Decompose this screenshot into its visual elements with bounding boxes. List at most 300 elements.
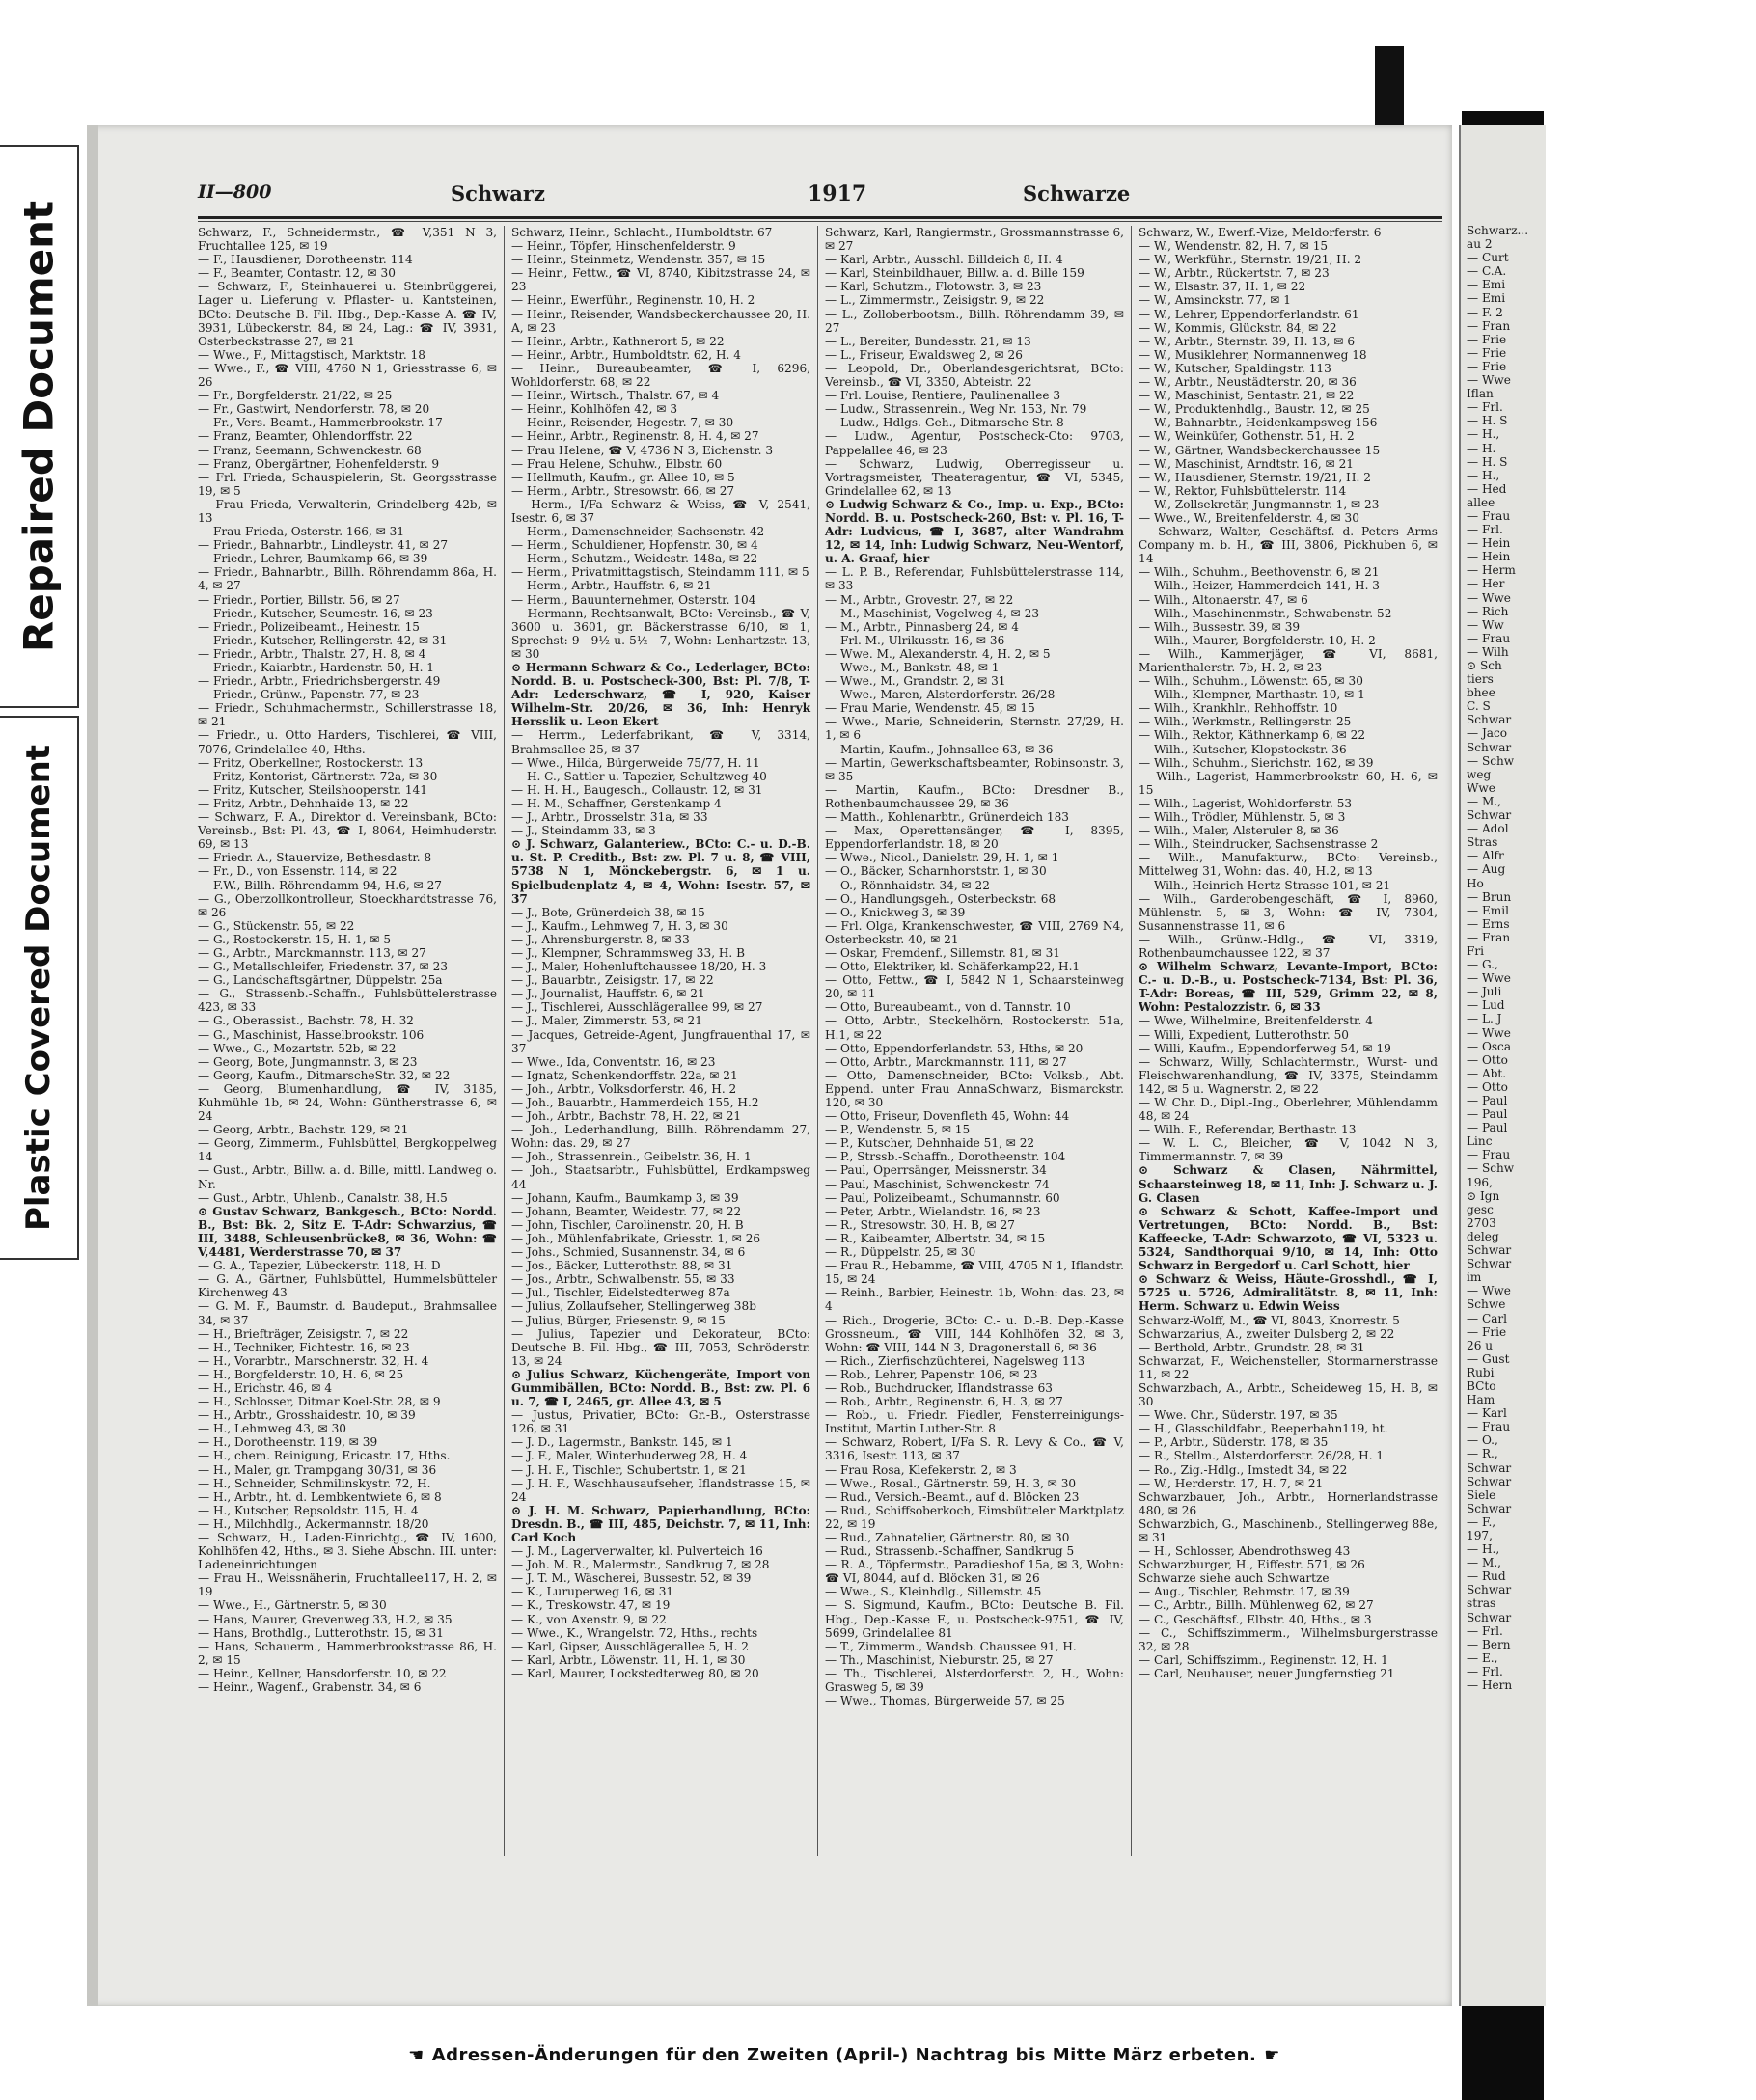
directory-entry: — Heinr., Reisender, Hegestr. 7, ✉ 30 <box>511 416 734 430</box>
directory-entry: — R., Kaibeamter, Albertstr. 34, ✉ 15 <box>825 1231 1046 1245</box>
adjacent-page-line: — F. 2 <box>1467 305 1503 319</box>
directory-entry: ⊙ Gustav Schwarz, Bankgesch., BCto: Nordd. B., Bst: Bk. 2, Sitz E. T-Adr: Schwarzius, ☎ III, 3488, Schleusenbrücke8, ✉ 36, Wohn: ☎ V,4481, Werderstrasse 70, ✉ 37 <box>198 1204 497 1260</box>
adjacent-page-line: — Wwe <box>1467 373 1511 388</box>
directory-entry: — W., Arbtr., Neustädterstr. 20, ✉ 36 <box>1139 375 1357 390</box>
directory-entry: — H., Milchhdlg., Ackermannstr. 18/20 <box>198 1516 429 1531</box>
directory-entry: — Heinr., Reisender, Wandsbeckerchaussee 20, H. A, ✉ 23 <box>511 307 810 335</box>
adjacent-page-line: — Wwe <box>1467 1284 1511 1298</box>
directory-entry: — Joh., Strassenrein., Geibelstr. 36, H. 1 <box>511 1150 752 1164</box>
adjacent-page-line: — Wwe <box>1467 1025 1511 1040</box>
directory-entry: — Wwe., Maren, Alsterdorferstr. 26/28 <box>825 688 1056 702</box>
directory-entry: — Ignatz, Schenkendorffstr. 22a, ✉ 21 <box>511 1068 738 1082</box>
directory-entry: — Heinr., Kellner, Hansdorferstr. 10, ✉ 22 <box>198 1666 447 1680</box>
directory-entry: — Aug., Tischler, Rehmstr. 17, ✉ 39 <box>1139 1585 1350 1599</box>
directory-entry: — Frau Helene, ☎ V, 4736 N 3, Eichenstr. 3 <box>511 443 774 457</box>
directory-entry: — Heinr., Steinmetz, Wendenstr. 357, ✉ 15 <box>511 253 766 267</box>
directory-entry: — Otto, Arbtr., Steckelhörn, Rostockerstr. 51a, H.1, ✉ 22 <box>825 1014 1124 1042</box>
directory-entry: — R., Stresowstr. 30, H. B, ✉ 27 <box>825 1217 1015 1232</box>
directory-entry: — Joh., Bauarbtr., Hammerdeich 155, H.2 <box>511 1096 759 1109</box>
directory-entry: — Joh. M. R., Malermstr., Sandkrug 7, ✉ 28 <box>511 1558 770 1572</box>
directory-entry: — H. H. H., Baugesch., Collaustr. 12, ✉ 31 <box>511 782 763 797</box>
directory-entry: — Frau R., Hebamme, ☎ VIII, 4705 N 1, Iflandstr. 15, ✉ 24 <box>825 1259 1124 1287</box>
directory-entry: — Wilh., Grünw.-Hdlg., ☎ VI, 3319, Rothenbaumchaussee 122, ✉ 37 <box>1139 932 1438 960</box>
adjacent-page-line: — Emil <box>1467 903 1509 917</box>
directory-entry: — W., Maschinist, Sentastr. 21, ✉ 22 <box>1139 389 1355 403</box>
directory-entry: — Wilh., Steindrucker, Sachsenstrasse 2 <box>1139 837 1379 852</box>
directory-entry: ⊙ Julius Schwarz, Küchengeräte, Import von Gummibällen, BCto: Nordd. B., Bst: zw. Pl. 6 u. 7, ☎ I, 2465, gr. Allee 43, ✉ 5 <box>511 1367 810 1409</box>
directory-entry: — Karl, Gipser, Ausschlägerallee 5, H. 2 <box>511 1639 749 1653</box>
directory-entry: — Friedr., Kutscher, Seumestr. 16, ✉ 23 <box>198 606 433 620</box>
adjacent-page-fragment <box>1459 125 1546 2006</box>
directory-entry: Schwarzarius, A., zweiter Dulsberg 2, ✉ 22 <box>1139 1326 1395 1341</box>
directory-entry: — W., Weinküfer, Gothenstr. 51, H. 2 <box>1139 429 1355 444</box>
adjacent-page-line: — Erns <box>1467 916 1510 931</box>
directory-entry: — Schwarz, F., Steinhauerei u. Steinbrüggerei, Lager u. Lieferung v. Pflaster- u. Kantsteinen, BCto: Deutsche B. Fil. Hbg., Dep.-Kasse A. ☎ IV, 3931, Lübeckerstr. 84, ✉ 24, Lag.: ☎ IV, 3931, Osterbeckstrasse 27, ✉ 21 <box>198 280 497 348</box>
directory-entry: — Fr., Vers.-Beamt., Hammerbrookstr. 17 <box>198 416 443 430</box>
directory-entry: — Wwe, Wilhelmine, Breitenfelderstr. 4 <box>1139 1014 1373 1028</box>
directory-entry: — Friedr., Arbtr., Thalstr. 27, H. 8, ✉ 4 <box>198 646 426 661</box>
directory-entry: ⊙ Schwarz & Clasen, Nährmittel, Schaarsteinweg 18, ✉ 11, Inh: J. Schwarz u. J. G. Clasen <box>1139 1163 1438 1205</box>
directory-entry: — H., Dorotheenstr. 119, ✉ 39 <box>198 1435 378 1450</box>
directory-entry: — L., Bereiter, Bundesstr. 21, ✉ 13 <box>825 334 1031 348</box>
adjacent-page-line: allee <box>1467 495 1495 509</box>
repaired-document-label: Repaired Document <box>14 200 63 653</box>
directory-entry: — W., Hausdiener, Sternstr. 19/21, H. 2 <box>1139 470 1371 484</box>
directory-entry: — L., Zimmermstr., Zeisigstr. 9, ✉ 22 <box>825 293 1045 308</box>
adjacent-page-line: — R., <box>1467 1447 1498 1461</box>
directory-entry: — Wilh., Maler, Alsteruler 8, ✉ 36 <box>1139 824 1339 838</box>
adjacent-page-line: Schwar <box>1467 740 1512 754</box>
directory-entry: — W., Arbtr., Sternstr. 39, H. 13, ✉ 6 <box>1139 334 1356 348</box>
directory-entry: — Jos., Bäcker, Lutterothstr. 88, ✉ 31 <box>511 1259 733 1273</box>
directory-entry: — Friedr., Bahnarbtr., Lindleystr. 41, ✉ 27 <box>198 538 449 553</box>
page-binding-edge <box>87 125 98 2006</box>
directory-entry: — Rob., Lehrer, Papenstr. 106, ✉ 23 <box>825 1367 1038 1381</box>
directory-entry: — H., Vorarbtr., Marschnerstr. 32, H. 4 <box>198 1353 429 1368</box>
directory-entry: — Wilh., Altonaerstr. 47, ✉ 6 <box>1139 592 1308 607</box>
adjacent-page-line: — Fran <box>1467 318 1511 333</box>
entry-columns <box>198 226 1442 1856</box>
directory-entry: — Jos., Arbtr., Schwalbenstr. 55, ✉ 33 <box>511 1272 735 1287</box>
directory-entry: ⊙ Schwarz & Schott, Kaffee-Import und Vertretungen, BCto: Nordd. B., Bst: Kaffeecke, T-Adr: Schwarzoto, ☎ VI, 5323 u. 5324, Sandthorquai 9/10, ✉ 14, Inh: Otto Schwarz in Bergedorf u. Carl Schott, hier <box>1139 1204 1438 1273</box>
adjacent-page-line: — Frau <box>1467 631 1511 645</box>
page-header <box>198 176 1442 214</box>
directory-entry: — Wwe., W., Breitenfelderstr. 4, ✉ 30 <box>1139 510 1359 525</box>
directory-entry: — Joh., Lederhandlung, Billh. Röhrendamm 27, Wohn: das. 29, ✉ 27 <box>511 1123 810 1151</box>
footer-text: Adressen-Änderungen für den Zweiten (April-) Nachtrag bis Mitte März erbeten. <box>431 2045 1257 2065</box>
directory-entry: — Ludw., Agentur, Postscheck-Cto: 9703, Pappelallee 46, ✉ 23 <box>825 429 1124 457</box>
directory-entry: — Wwe., S., Kleinhdlg., Sillemstr. 45 <box>825 1585 1042 1599</box>
column-4 <box>1139 226 1438 1856</box>
directory-entry: — Friedr., Kutscher, Rellingerstr. 42, ✉ 31 <box>198 633 448 647</box>
column-3 <box>825 226 1124 1856</box>
directory-entry: — G., Oberassist., Bachstr. 78, H. 32 <box>198 1014 414 1028</box>
adjacent-page-line: — L. J <box>1467 1012 1502 1026</box>
directory-entry: — Wwe. Chr., Süderstr. 197, ✉ 35 <box>1139 1408 1338 1423</box>
directory-entry: — W., Bahnarbtr., Heidenkampsweg 156 <box>1139 416 1378 430</box>
adjacent-page-line: — H., <box>1467 1542 1500 1557</box>
directory-entry: — Otto, Arbtr., Marckmannstr. 111, ✉ 27 <box>825 1054 1067 1069</box>
directory-entry: — G., Arbtr., Marckmannstr. 113, ✉ 27 <box>198 945 426 960</box>
directory-entry: — Wwe., K., Wrangelstr. 72, Hths., rechts <box>511 1625 758 1640</box>
directory-entry: — Herm., Arbtr., Hauffstr. 6, ✉ 21 <box>511 579 712 593</box>
directory-entry: — Friedr., Bahnarbtr., Billh. Röhrendamm 86a, H. 4, ✉ 27 <box>198 565 497 593</box>
directory-entry: — C., Schiffszimmerm., Wilhelmsburgerstrasse 32, ✉ 28 <box>1139 1625 1438 1653</box>
directory-entry: — S. Sigmund, Kaufm., BCto: Deutsche B. Fil. Hbg., Dep.-Kasse F., u. Postscheck-9751, ☎ IV, 5699, Grindelallee 81 <box>825 1598 1124 1640</box>
directory-entry: — R., Düppelstr. 25, ✉ 30 <box>825 1245 976 1260</box>
column-divider <box>1131 226 1132 1856</box>
directory-entry: — Wwe., Rosal., Gärtnerstr. 59, H. 3, ✉ 30 <box>825 1476 1077 1490</box>
adjacent-page-line: — Abt. <box>1467 1066 1507 1080</box>
directory-entry: — Wilh., Lagerist, Wohldorferstr. 53 <box>1139 796 1353 810</box>
adjacent-page-line: — Fran <box>1467 930 1511 944</box>
directory-entry: — Wilh., Maschinenmstr., Schwabenstr. 52 <box>1139 606 1392 620</box>
directory-entry: Schwarz, Karl, Rangiermstr., Grossmannstrasse 6, ✉ 27 <box>825 226 1124 254</box>
adjacent-page-line: — Frl. <box>1467 1623 1503 1638</box>
directory-entry: — H., Kutscher, Repsoldstr. 115, H. 4 <box>198 1503 419 1517</box>
directory-entry: — Gust., Arbtr., Billw. a. d. Bille, mittl. Landweg o. Nr. <box>198 1163 497 1191</box>
directory-entry: — Peter, Arbtr., Wielandstr. 16, ✉ 23 <box>825 1204 1041 1218</box>
directory-entry: — Hans, Maurer, Grevenweg 33, H.2, ✉ 35 <box>198 1612 453 1626</box>
adjacent-page-line: Ho <box>1467 876 1484 890</box>
adjacent-page-line: — H., <box>1467 427 1500 442</box>
directory-entry: — Friedr., Portier, Billstr. 56, ✉ 27 <box>198 592 400 607</box>
directory-entry: — L. P. B., Referendar, Fuhlsbüttelerstrasse 114, ✉ 33 <box>825 565 1124 593</box>
directory-entry: — Carl, Schiffszimm., Reginenstr. 12, H. 1 <box>1139 1652 1388 1667</box>
directory-entry: — H., Glasschildfabr., Reeperbahn119, ht. <box>1139 1422 1388 1436</box>
directory-entry: — Hermann, Rechtsanwalt, BCto: Vereinsb., ☎ V, 3600 u. 3601, gr. Bäckerstrasse 6/10, ✉ 1, Sprechst: 9—9½ u. 5½—7, Wohn: Lenhartzstr. 13, ✉ 30 <box>511 606 810 661</box>
directory-entry: — Otto, Friseur, Dovenfleth 45, Wohn: 44 <box>825 1109 1070 1124</box>
directory-entry: Schwarzbauer, Joh., Arbtr., Hornerlandstrasse 480, ✉ 26 <box>1139 1489 1438 1517</box>
adjacent-page-line: — Frau <box>1467 1420 1511 1434</box>
directory-entry: — Rud., Zahnatelier, Gärtnerstr. 80, ✉ 30 <box>825 1531 1070 1544</box>
directory-entry: — H., Schlosser, Abendrothsweg 43 <box>1139 1544 1351 1559</box>
directory-entry: — P., Strssb.-Schaffn., Dorotheenstr. 104 <box>825 1150 1066 1164</box>
adjacent-page-line: Schwar <box>1467 1583 1512 1597</box>
directory-entry: ⊙ J. H. M. Schwarz, Papierhandlung, BCto: Dresdn. B., ☎ III, 485, Deichstr. 7, ✉ 11, Inh: Carl Koch <box>511 1503 810 1544</box>
adjacent-page-line: Linc <box>1467 1134 1493 1149</box>
adjacent-page-line: — Gust <box>1467 1351 1510 1366</box>
adjacent-page-line: — G., <box>1467 958 1498 972</box>
directory-entry: — G. A., Gärtner, Fuhlsbüttel, Hummelsbütteler Kirchenweg 43 <box>198 1272 497 1300</box>
directory-entry: — T., Zimmerm., Wandsb. Chaussee 91, H. <box>825 1639 1077 1653</box>
directory-entry: — Karl, Maurer, Lockstedterweg 80, ✉ 20 <box>511 1666 759 1680</box>
directory-entry: — R., Stellm., Alsterdorferstr. 26/28, H. 1 <box>1139 1449 1385 1463</box>
directory-entry: — Wwe., Ida, Conventstr. 16, ✉ 23 <box>511 1054 716 1069</box>
adjacent-page-line: — H., <box>1467 468 1500 482</box>
column-2 <box>511 226 810 1856</box>
adjacent-page-line: — Otto <box>1467 1052 1508 1067</box>
directory-entry: — Jacques, Getreide-Agent, Jungfrauenthal 17, ✉ 37 <box>511 1027 810 1055</box>
directory-entry: — J., Klempner, Schrammsweg 33, H. B <box>511 945 746 960</box>
adjacent-page-line: Schwar <box>1467 1474 1512 1488</box>
directory-entry: — Willi, Kaufm., Eppendorferweg 54, ✉ 19 <box>1139 1041 1391 1055</box>
adjacent-page-line: weg <box>1467 767 1492 781</box>
header-rule-thin <box>198 221 1442 222</box>
directory-entry: — John, Tischler, Carolinenstr. 20, H. B <box>511 1217 744 1232</box>
adjacent-page-line: — Paul <box>1467 1121 1508 1135</box>
directory-entry: — Wwe., G., Mozartstr. 52b, ✉ 22 <box>198 1041 397 1055</box>
directory-entry: ⊙ J. Schwarz, Galanteriew., BCto: C.- u. D.-B. u. St. P. Creditb., Bst: zw. Pl. 7 u. 8, ☎ VIII, 5738 N 1, Mönckebergstr. 6, ✉ 1 u. Spielbudenplatz 4, ✉ 4, Wohn: Isestr. 57, ✉ 37 <box>511 837 810 906</box>
adjacent-page-line: — H. <box>1467 441 1496 455</box>
directory-entry: — Johann, Beamter, Weidestr. 77, ✉ 22 <box>511 1204 742 1218</box>
directory-entry: — H., Techniker, Fichtestr. 16, ✉ 23 <box>198 1340 410 1354</box>
directory-entry: — H., Maler, gr. Trampgang 30/31, ✉ 36 <box>198 1462 437 1477</box>
adjacent-page-line: deleg <box>1467 1229 1499 1243</box>
directory-entry: — F.W., Billh. Röhrendamm 94, H.6, ✉ 27 <box>198 878 442 892</box>
adjacent-page-line: — Adol <box>1467 822 1509 836</box>
directory-entry: Schwarze siehe auch Schwartze <box>1139 1571 1330 1586</box>
directory-entry: — Leopold, Dr., Oberlandesgerichtsrat, BCto: Vereinsb., ☎ VI, 3350, Abteistr. 22 <box>825 361 1124 390</box>
directory-entry: — K., Treskowstr. 47, ✉ 19 <box>511 1598 671 1613</box>
directory-entry: — Heinr., Arbtr., Reginenstr. 8, H. 4, ✉ 27 <box>511 429 759 444</box>
directory-entry: — O., Knickweg 3, ✉ 39 <box>825 905 966 919</box>
directory-entry: — Julius, Bürger, Friesenstr. 9, ✉ 15 <box>511 1313 726 1327</box>
directory-entry: — L., Zolloberbootsm., Billh. Röhrendamm 39, ✉ 27 <box>825 307 1124 335</box>
directory-entry: — H., Schneider, Schmilinskystr. 72, H. <box>198 1476 431 1490</box>
directory-entry: — Martin, Gewerkschaftsbeamter, Robinsonstr. 3, ✉ 35 <box>825 755 1124 783</box>
adjacent-page-line: — Frl. <box>1467 523 1503 537</box>
directory-entry: — J. H. F., Waschhausaufseher, Iflandstrasse 15, ✉ 24 <box>511 1476 810 1504</box>
directory-entry: — Wilh., Manufakturw., BCto: Vereinsb., Mittelweg 31, Wohn: das. 40, H.2, ✉ 13 <box>1139 851 1438 879</box>
directory-entry: — Gust., Arbtr., Uhlenb., Canalstr. 38, H.5 <box>198 1190 448 1205</box>
directory-entry: — J., Tischlerei, Ausschlägerallee 99, ✉ 27 <box>511 1000 763 1015</box>
directory-entry: Schwarzbich, G., Maschinenb., Stellingerweg 88e, ✉ 31 <box>1139 1516 1438 1544</box>
adjacent-page-line: — Juli <box>1467 985 1502 999</box>
directory-page <box>87 125 1452 2065</box>
directory-entry: — J., Journalist, Hauffstr. 6, ✉ 21 <box>511 987 705 1001</box>
header-rule <box>198 216 1442 219</box>
adjacent-page-line: Iflan <box>1467 387 1494 401</box>
directory-entry: — Frau Helene, Schuhw., Elbstr. 60 <box>511 456 723 471</box>
adjacent-page-line: — Lud <box>1467 998 1505 1013</box>
directory-entry: — H., Borgfelderstr. 10, H. 6, ✉ 25 <box>198 1367 404 1381</box>
adjacent-page-line: 196, <box>1467 1175 1493 1189</box>
directory-entry: — Heinr., Töpfer, Hinschenfelderstr. 9 <box>511 239 736 254</box>
directory-entry: — J., Maler, Hohenluftchaussee 18/20, H. 3 <box>511 960 767 974</box>
directory-entry: — J. F., Maler, Winterhuderweg 28, H. 4 <box>511 1449 748 1463</box>
directory-entry: — Herm., Privatmittagstisch, Steindamm 111, ✉ 5 <box>511 565 809 580</box>
adjacent-page-line: Schwar <box>1467 1257 1512 1271</box>
directory-entry: — W., Lehrer, Eppendorferlandstr. 61 <box>1139 307 1359 321</box>
directory-entry: — Martin, Kaufm., BCto: Dresdner B., Rothenbaumchaussee 29, ✉ 36 <box>825 782 1124 810</box>
directory-entry: — Friedr., Grünw., Papenstr. 77, ✉ 23 <box>198 688 420 702</box>
adjacent-page-line: — Alfr <box>1467 849 1504 863</box>
directory-entry: — Frl. Olga, Krankenschwester, ☎ VIII, 2769 N4, Osterbeckstr. 40, ✉ 21 <box>825 918 1124 946</box>
adjacent-page-line: — C.A. <box>1467 264 1507 279</box>
directory-entry: — Schwarz, Willy, Schlachtermstr., Wurst- und Fleischwarenhandlung, ☎ IV, 3375, Steindamm 142, ✉ 5 u. Wagnerstr. 2, ✉ 22 <box>1139 1054 1438 1096</box>
directory-entry: — Otto, Eppendorferlandstr. 53, Hths, ✉ 20 <box>825 1041 1084 1055</box>
adjacent-page-line: — Hein <box>1467 536 1511 551</box>
column-1 <box>198 226 497 1856</box>
directory-entry: — J. T. M., Wäscherei, Bussestr. 52, ✉ 39 <box>511 1571 752 1586</box>
directory-entry: — W., Amsinckstr. 77, ✉ 1 <box>1139 293 1291 308</box>
directory-entry: — Wwe., Nicol., Danielstr. 29, H. 1, ✉ 1 <box>825 851 1059 865</box>
adjacent-page-line: Schwar <box>1467 1501 1512 1515</box>
directory-entry: — G. M. F., Baumstr. d. Baudeput., Brahmsallee 34, ✉ 37 <box>198 1299 497 1327</box>
adjacent-page-line: Ham <box>1467 1393 1495 1407</box>
directory-entry: — O., Handlungsgeh., Osterbeckstr. 68 <box>825 891 1056 906</box>
adjacent-page-line: — E., <box>1467 1650 1498 1665</box>
directory-entry: — Carl, Neuhauser, neuer Jungfernstieg 21 <box>1139 1666 1395 1680</box>
directory-entry: — Wilh., Kammerjäger, ☎ VI, 8681, Marienthalerstr. 7b, H. 2, ✉ 23 <box>1139 646 1438 674</box>
directory-entry: — Ro., Zig.-Hdlg., Imstedt 34, ✉ 22 <box>1139 1462 1348 1477</box>
adjacent-page-line: — Carl <box>1467 1311 1508 1325</box>
directory-entry: — C., Arbtr., Billh. Mühlenweg 62, ✉ 27 <box>1139 1598 1374 1613</box>
directory-entry: Schwarzat, F., Weichensteller, Stormarnerstrasse 11, ✉ 22 <box>1139 1353 1438 1381</box>
directory-entry: — Friedr., Polizeibeamt., Heinestr. 15 <box>198 619 421 634</box>
adjacent-page-line: — Otto <box>1467 1079 1508 1094</box>
adjacent-page-line: — Paul <box>1467 1094 1508 1107</box>
adjacent-page-line: — Wwe <box>1467 971 1511 986</box>
directory-entry: — Karl, Steinbildhauer, Billw. a. d. Bille 159 <box>825 266 1084 281</box>
adjacent-page-line: BCto <box>1467 1378 1496 1393</box>
directory-entry: — Wilh., Schuhm., Sierichstr. 162, ✉ 39 <box>1139 755 1374 770</box>
directory-entry: — Paul, Polizeibeamt., Schumannstr. 60 <box>825 1190 1060 1205</box>
directory-entry: — Franz, Obergärtner, Hohenfelderstr. 9 <box>198 456 440 471</box>
directory-entry: ⊙ Schwarz & Weiss, Häute-Grosshdl., ☎ I, 5725 u. 5726, Admiralitätstr. 8, ✉ 11, Inh: Herm. Schwarz u. Edwin Weiss <box>1139 1272 1438 1314</box>
directory-entry: — W., Werkführ., Sternstr. 19/21, H. 2 <box>1139 253 1362 267</box>
directory-entry: — Wilh., Heizer, Hammerdeich 141, H. 3 <box>1139 579 1380 593</box>
directory-entry: — P., Arbtr., Süderstr. 178, ✉ 35 <box>1139 1435 1329 1450</box>
directory-entry: — Wilh., Trödler, Mühlenstr. 5, ✉ 3 <box>1139 810 1346 825</box>
adjacent-page-line: Schwar <box>1467 1460 1512 1475</box>
adjacent-page-line: — Frie <box>1467 345 1507 360</box>
directory-entry: — Georg, Bote, Jungmannstr. 3, ✉ 23 <box>198 1054 418 1069</box>
directory-entry: — G., Oberzollkontrolleur, Stoeckhardtstrasse 76, ✉ 26 <box>198 891 497 919</box>
directory-entry: — Schwarz, Ludwig, Oberregisseur u. Vortragsmeister, Theateragentur, ☎ VI, 5345, Grindelallee 62, ✉ 13 <box>825 456 1124 498</box>
directory-entry: — Rich., Drogerie, BCto: C.- u. D.-B. Dep.-Kasse Grossneum., ☎ VIII, 144 Kohlhöfen 32, ✉ 3, Wohn: ☎ VIII, 144 N 3, Dragonerstall 6, ✉ 36 <box>825 1313 1124 1354</box>
directory-entry: ⊙ Wilhelm Schwarz, Levante-Import, BCto: C.- u. D.-B., u. Postscheck-7134, Bst: Pl. 36, T-Adr: Boreas, ☎ III, 529, Grimm 22, ✉ 8, Wohn: Pestalozzistr. 6, ✉ 33 <box>1139 960 1438 1015</box>
directory-entry: — P., Kutscher, Dehnhaide 51, ✉ 22 <box>825 1136 1035 1151</box>
directory-entry: — Wilh., Heinrich Hertz-Strasse 101, ✉ 21 <box>1139 878 1391 892</box>
directory-entry: — Oskar, Fremdenf., Sillemstr. 81, ✉ 31 <box>825 945 1060 960</box>
directory-entry: — O., Rönnhaidstr. 34, ✉ 22 <box>825 878 990 892</box>
adjacent-page-line: — Frie <box>1467 359 1507 373</box>
pointing-hand-right-icon: ☛ <box>1264 2045 1280 2065</box>
adjacent-page-line: — Rich <box>1467 604 1509 618</box>
directory-entry: — Herm., Schuldiener, Hopfenstr. 30, ✉ 4 <box>511 538 758 553</box>
directory-entry: — J., Ahrensburgerstr. 8, ✉ 33 <box>511 932 690 946</box>
adjacent-page-line: — Frie <box>1467 1324 1507 1339</box>
adjacent-page-line: — Rud <box>1467 1569 1506 1584</box>
adjacent-page-line: — Ww <box>1467 617 1504 632</box>
directory-entry: — Karl, Arbtr., Löwenstr. 11, H. 1, ✉ 30 <box>511 1652 746 1667</box>
directory-entry: — Frl. Louise, Rentiere, Paulinenallee 3 <box>825 389 1061 403</box>
plastic-covered-document-label: Plastic Covered Document <box>19 744 58 1232</box>
adjacent-page-line: — Wilh <box>1467 644 1509 659</box>
adjacent-page-line: — Hein <box>1467 550 1511 564</box>
directory-entry: — Wwe., H., Gärtnerstr. 5, ✉ 30 <box>198 1598 387 1613</box>
directory-entry: — Frl. Frieda, Schauspielerin, St. Georgsstrasse 19, ✉ 5 <box>198 470 497 498</box>
adjacent-page-line: Schwar <box>1467 1610 1512 1624</box>
adjacent-page-line: — Frau <box>1467 1148 1511 1162</box>
directory-entry: — Friedr., Kaiarbtr., Hardenstr. 50, H. 1 <box>198 661 434 674</box>
adjacent-page-line: — Bern <box>1467 1637 1511 1651</box>
directory-entry: ⊙ Ludwig Schwarz & Co., Imp. u. Exp., BCto: Nordd. B. u. Postscheck-260, Bst: v. Pl. 16, T-Adr: Ludvicus, ☎ I, 3687, alter Wandrahm 12, ✉ 14, Inh: Ludwig Schwarz, Neu-Wentorf, u. A. Graaf, hier <box>825 497 1124 566</box>
adjacent-page-line: — Hern <box>1467 1678 1513 1693</box>
directory-entry: — Fr., D., von Essenstr. 114, ✉ 22 <box>198 864 398 879</box>
directory-entry: — K., von Axenstr. 9, ✉ 22 <box>511 1612 667 1626</box>
directory-entry: — Wwe., F., Mittagstisch, Marktstr. 18 <box>198 347 425 362</box>
directory-entry: — Otto, Elektriker, kl. Schäferkamp22, H.1 <box>825 960 1081 974</box>
adjacent-page-text <box>1467 224 1756 1692</box>
adjacent-page-line: Wwe <box>1467 780 1495 795</box>
directory-entry: — Herrm., Lederfabrikant, ☎ V, 3314, Brahmsallee 25, ✉ 37 <box>511 728 810 756</box>
directory-entry: — Fritz, Oberkellner, Rostockerstr. 13 <box>198 755 424 770</box>
directory-entry: — Th., Tischlerei, Alsterdorferstr. 2, H., Wohn: Grasweg 5, ✉ 39 <box>825 1666 1124 1695</box>
directory-entry: — G., Landschaftsgärtner, Düppelstr. 25a <box>198 973 443 988</box>
adjacent-page-line: — Herm <box>1467 563 1516 578</box>
directory-entry: — W., Herderstr. 17, H. 7, ✉ 21 <box>1139 1476 1324 1490</box>
directory-entry: — Heinr., Arbtr., Humboldtstr. 62, H. 4 <box>511 347 741 362</box>
directory-entry: — Julius, Zollaufseher, Stellingerweg 38b <box>511 1299 756 1314</box>
directory-entry: — F., Hausdiener, Dorotheenstr. 114 <box>198 253 413 267</box>
adjacent-page-line: Rubi <box>1467 1365 1495 1379</box>
directory-entry: — Heinr., Wirtsch., Thalstr. 67, ✉ 4 <box>511 389 720 403</box>
directory-entry: — Heinr., Kohlhöfen 42, ✉ 3 <box>511 402 678 417</box>
directory-entry: — Wwe., M., Bankstr. 48, ✉ 1 <box>825 661 1000 674</box>
adjacent-page-line: — Frl. <box>1467 1664 1503 1678</box>
directory-entry: — G., Maschinist, Hasselbrookstr. 106 <box>198 1027 425 1042</box>
directory-entry: — Rud., Strassenb.-Schaffner, Sandkrug 5 <box>825 1544 1075 1559</box>
directory-entry: — J., Kaufm., Lehmweg 7, H. 3, ✉ 30 <box>511 918 728 933</box>
adjacent-page-line: — M., <box>1467 1556 1502 1570</box>
directory-entry: — H., Erichstr. 46, ✉ 4 <box>198 1380 333 1395</box>
directory-entry: — Rob., Arbtr., Reginenstr. 6, H. 3, ✉ 27 <box>825 1395 1063 1409</box>
directory-entry: — Frau Frieda, Osterstr. 166, ✉ 31 <box>198 525 405 539</box>
directory-entry: — Julius, Tapezier und Dekorateur, BCto: Deutsche B. Fil. Hbg., ☎ III, 7053, Schröderstr. 13, ✉ 24 <box>511 1326 810 1368</box>
adjacent-page-line: — Hed <box>1467 481 1507 496</box>
directory-entry: — G., Strassenb.-Schaffn., Fuhlsbüttelerstrasse 423, ✉ 33 <box>198 987 497 1015</box>
directory-entry: — Wilh., Krankhlr., Rehhoffstr. 10 <box>1139 701 1338 716</box>
directory-entry: — Wilh., Schuhm., Löwenstr. 65, ✉ 30 <box>1139 674 1363 689</box>
directory-entry: — Frau Marie, Wendenstr. 45, ✉ 15 <box>825 701 1035 716</box>
directory-entry: — Rud., Schiffsoberkoch, Eimsbütteler Marktplatz 22, ✉ 19 <box>825 1503 1124 1531</box>
directory-entry: — Otto, Bureaubeamt., von d. Tannstr. 10 <box>825 1000 1071 1015</box>
directory-entry: ⊙ Hermann Schwarz & Co., Lederlager, BCto: Nordd. B. u. Postscheck-300, Bst: Pl. 7/8, T-Adr: Lederschwarz, ☎ I, 920, Kaiser Wilhelm-Str. 20/26, ✉ 36, Inh: Henryk Hersslik u. Leon Ekert <box>511 661 810 729</box>
adjacent-page-line: Stras <box>1467 835 1498 850</box>
adjacent-page-line: gesc <box>1467 1202 1494 1216</box>
directory-entry: — Karl, Arbtr., Ausschl. Billdeich 8, H. 4 <box>825 253 1063 267</box>
directory-entry: — Reinh., Barbier, Heinestr. 1b, Wohn: das. 23, ✉ 4 <box>825 1286 1124 1314</box>
directory-entry: — Johs., Schmied, Susannenstr. 34, ✉ 6 <box>511 1245 746 1260</box>
directory-entry: — Friedr. A., Stauervize, Bethesdastr. 8 <box>198 851 432 865</box>
directory-entry: — Fritz, Kontorist, Gärtnerstr. 72a, ✉ 30 <box>198 769 438 783</box>
directory-entry: — Martin, Kaufm., Johnsallee 63, ✉ 36 <box>825 742 1054 756</box>
directory-entry: — Joh., Arbtr., Bachstr. 78, H. 22, ✉ 21 <box>511 1109 742 1124</box>
adjacent-page-line: — Wwe <box>1467 590 1511 605</box>
directory-entry: — M., Arbtr., Grovestr. 27, ✉ 22 <box>825 592 1014 607</box>
directory-entry: — Franz, Beamter, Ohlendorffstr. 22 <box>198 429 413 444</box>
directory-entry: — Franz, Seemann, Schwenckestr. 68 <box>198 443 422 457</box>
directory-entry: — W., Arbtr., Rückertstr. 7, ✉ 23 <box>1139 266 1330 281</box>
directory-entry: — Heinr., Arbtr., Kathnerort 5, ✉ 22 <box>511 334 725 348</box>
adjacent-page-line: Schwe <box>1467 1297 1506 1312</box>
directory-entry: — G. A., Tapezier, Lübeckerstr. 118, H. D <box>198 1259 441 1273</box>
adjacent-page-line: — Karl <box>1467 1406 1507 1421</box>
directory-entry: — Frl. M., Ulrikusstr. 16, ✉ 36 <box>825 633 1005 647</box>
directory-entry: — Heinr., Ewerführ., Reginenstr. 10, H. 2 <box>511 293 755 308</box>
directory-entry: — Wilh., Garderobengeschäft, ☎ I, 8960, Mühlenstr. 5, ✉ 3, Wohn: ☎ IV, 7304, Susannenstrasse 11, ✉ 6 <box>1139 891 1438 933</box>
directory-entry: — F., Beamter, Contastr. 12, ✉ 30 <box>198 266 396 281</box>
directory-entry: — Joh., Arbtr., Volksdorferstr. 46, H. 2 <box>511 1081 737 1096</box>
directory-entry: — Herm., Bauunternehmer, Osterstr. 104 <box>511 592 756 607</box>
directory-entry: — Hans, Schauerm., Hammerbrookstrasse 86, H. 2, ✉ 15 <box>198 1639 497 1667</box>
directory-entry: — J. M., Lagerverwalter, kl. Pulverteich 16 <box>511 1544 763 1559</box>
directory-entry: — L., Friseur, Ewaldsweg 2, ✉ 26 <box>825 347 1023 362</box>
adjacent-page-line: 2703 <box>1467 1215 1496 1230</box>
